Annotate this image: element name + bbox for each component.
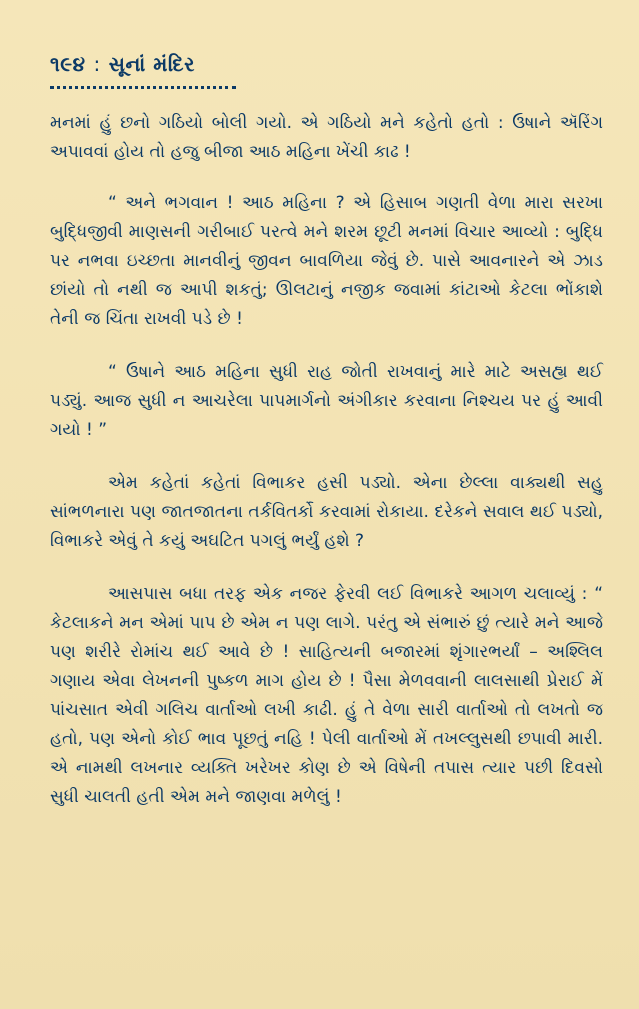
paragraph-5: આસપાસ બધા તરફ એક નજર ફેરવી લઈ વિભાકરે આગળ ચલાવ્યું : “ કેટલાકને મન એમાં પાપ છે એમ ન પણ લાગે. પરંતુ એ સંભારું છું ત્યારે મને આજે પણ શરીરે રોમાંચ થઈ આવે છે ! સાહિત્યની બજારમાં શૃંગારભર્યાં – અશ્લિલ ગણાય એવા લેખનની પુષ્કળ માગ હોય છે ! પૈસા મેળવવાની લાલસાથી પ્રેરાઈ મેં પાંચસાત એવી ગલિચ વાર્તાઓ લખી કાઢી. હું તે વેળા સારી વાર્તાઓ તો લખતો જ હતો, પણ એનો કોઈ ભાવ પૂછતું નહિ ! પેલી વાર્તાઓ મેં તખલ્લુસથી છપાવી મારી. એ નામથી લખનાર વ્યક્તિ ખરેખર કોણ છે એ વિષેની તપાસ ત્યાર પછી દિવસો સુધી ચાલતી હતી એમ મને જાણવા મળેલું ! [50,584,603,807]
page-number: ૧૯૪ [50,52,86,76]
header-dotted-rule [50,84,236,89]
paragraph-1: મનમાં હું છનો ગઠિયો બોલી ગયો. એ ગઠિયો મને કહેતો હતો : ઉષાને ઍરિંગ અપાવવાં હોય તો હજુ બીજા આઠ મહિના ખેંચી કાઢ ! [50,113,603,162]
paragraph-4: એમ કહેતાં કહેતાં વિભાકર હસી પડ્યો. એના છેલ્લા વાક્યથી સહુ સાંભળનારા પણ જાતજાતના તર્કવિતર્કો કરવામાં રોકાયા. દરેકને સવાલ થઈ પડ્યો, વિભાકરે એવું તે કયું અઘટિત પગલું ભર્યું હશે ? [50,473,603,551]
header-separator: : [93,52,101,76]
page-header [50,52,603,76]
paragraph-2: “ અને ભગવાન ! આઠ મહિના ? એ હિસાબ ગણતી વેળા મારા સરખા બુદ્ધિજીવી માણસની ગરીબાઈ પરત્વે મને શરમ છૂટી મનમાં વિચાર આવ્યો : બુદ્ધિ પર નભવા ઇચ્છતા માનવીનું જીવન બાવળિયા જેવું છે. પાસે આવનારને એ ઝાડ છાંયો તો નથી જ આપી શકતું; ઊલટાનું નજીક જવામાં કાંટાઓ કેટલા ભોંકાશે તેની જ ચિંતા રાખવી પડે છે ! [50,193,603,329]
paragraph-3: “ ઉષાને આઠ મહિના સુધી રાહ જોતી રાખવાનું મારે માટે અસહ્ય થઈ પડ્યું. આજ સુધી ન આચરેલા પાપમાર્ગનો અંગીકાર કરવાના નિશ્ચય પર હું આવી ગયો ! ” [50,362,603,440]
running-title: સૂનાં મંદિર [108,52,195,76]
